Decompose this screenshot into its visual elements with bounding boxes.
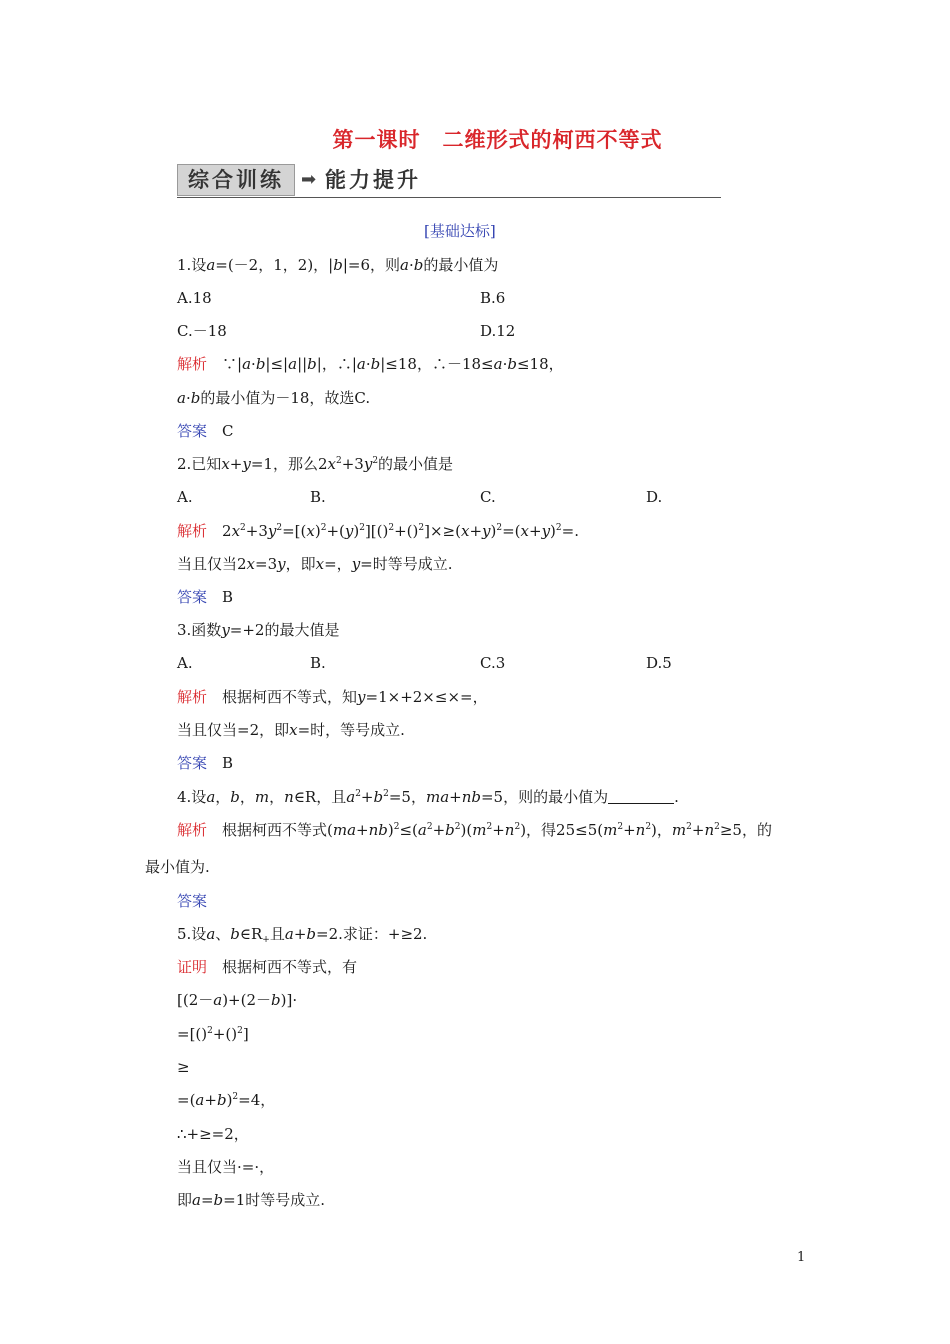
page-title: 第一课时 二维形式的柯西不等式 [332, 127, 663, 152]
q5-proof-line-7: 当且仅当·=·， [177, 1158, 275, 1176]
banner-label: 能力提升 [325, 168, 421, 192]
q1-option-c: C.－18 [177, 322, 227, 340]
banner-box-label: 综合训练 [177, 164, 295, 196]
answer-label: 答案 [177, 892, 208, 910]
q5-proof-line-4: ≥ [177, 1058, 190, 1076]
q5-stem: 5.设a、$b\in R_+$且a+b=2.求证：+≥2. [177, 925, 428, 945]
answer-blank [608, 789, 674, 804]
arrow-right-icon: ➡ [301, 169, 317, 190]
q1-analysis-line-1: 解析 ∵|a·b|≤|a||b|，∴|a·b|≤18，∴－18≤a·b≤18， [177, 355, 564, 373]
q4-analysis-line-2: 最小值为. [145, 858, 210, 876]
analysis-label: 解析 [177, 522, 208, 540]
q5-proof-line-5: $=(a+b)^2=4$， [177, 1091, 276, 1109]
q3-option-b: B. [310, 654, 326, 672]
answer-label: 答案 [177, 754, 208, 772]
q4-answer [177, 891, 222, 911]
answer-label: 答案 [177, 422, 208, 440]
proof-label: 证明 [177, 958, 208, 976]
q4-analysis-line-1: 解析 根据柯西不等式$(ma+nb)^2\le(a^2+b^2)(m^2+n^2)$，得$25\le 5(m^2+n^2)$，$m^2+n^2\ge 5$，的 [177, 821, 772, 839]
q3-option-c: C.3 [480, 654, 506, 672]
q3-analysis-line-1: 解析 根据柯西不等式，知y=1×+2×≤×=， [177, 688, 488, 706]
q1-stem: 1.设a=(－2，1，2)，|b|=6，则a·b的最小值为 [177, 256, 499, 274]
q2-answer-value: B [222, 588, 234, 606]
q2-option-c: C. [480, 488, 496, 506]
q5-proof-line-6: ∴+≥=2， [177, 1125, 249, 1143]
q2-option-b: B. [310, 488, 326, 506]
q3-answer [177, 753, 233, 773]
page-number: 1 [797, 1250, 806, 1265]
analysis-label: 解析 [177, 688, 208, 706]
q3-stem: 3.函数y=+2的最大值是 [177, 621, 340, 639]
q3-option-d: D.5 [646, 654, 672, 672]
q1-answer [177, 421, 234, 441]
q2-answer [177, 587, 233, 607]
analysis-label: 解析 [177, 821, 208, 839]
q3-answer-value: B [222, 754, 234, 772]
q5-proof-line-2: [(2－a)+(2－b)]· [177, 991, 298, 1009]
banner-rule [177, 197, 721, 198]
q1-analysis-line-2: a·b的最小值为－18，故选C. [177, 389, 371, 407]
q5-proof-text: 根据柯西不等式，有 [222, 958, 358, 976]
q1-option-b: B.6 [480, 289, 506, 307]
q5-proof-line-8: 即a=b=1时等号成立. [177, 1191, 326, 1209]
q2-option-a: A. [177, 488, 193, 506]
section-heading: [基础达标] [424, 222, 496, 240]
q1-answer-value: C [222, 422, 234, 440]
q2-analysis-line-1: 解析 $2x^2+3y^2=[(x)^2+(y)^2][()^2+()^2]\times\ge(x+y)^2=(x+y)^2=$. [177, 522, 579, 540]
q1-option-d: D.12 [480, 322, 516, 340]
q5-proof-line-3: =[()$^2$+()$^2$] [177, 1025, 249, 1043]
q2-option-d: D. [646, 488, 663, 506]
q2-stem: 2.已知x+y=1，那么$2x^2+3y^2$的最小值是 [177, 455, 454, 473]
q3-analysis-line-2: 当且仅当=2，即x=时，等号成立. [177, 721, 405, 739]
q3-option-a: A. [177, 654, 193, 672]
q5-proof-line-1 [177, 957, 357, 977]
q2-analysis-line-2: 当且仅当2x=3y，即x=，y=时等号成立. [177, 555, 453, 573]
analysis-label: 解析 [177, 355, 208, 373]
q4-stem: 4.设a，b，m，n∈R，且$a^2+b^2=5$，ma+nb=5，则的最小值为 . [177, 788, 679, 806]
section-banner [177, 164, 721, 200]
q1-option-a: A.18 [177, 289, 212, 307]
answer-label: 答案 [177, 588, 208, 606]
